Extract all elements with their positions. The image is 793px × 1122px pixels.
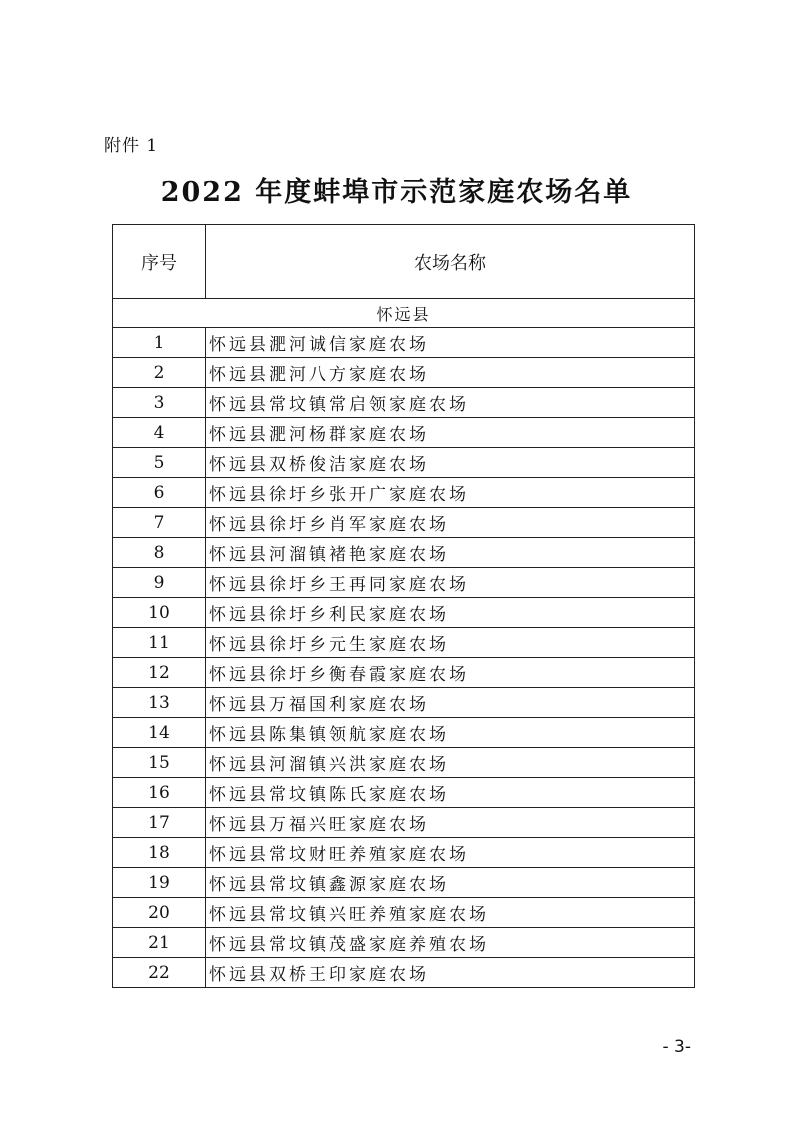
row-farm-name: 怀远县万福国利家庭农场: [206, 688, 695, 718]
table-row: [113, 718, 695, 748]
page-number: - 3-: [662, 1037, 691, 1057]
row-serial-number: 16: [113, 778, 206, 808]
row-farm-name: 怀远县常坟镇鑫源家庭农场: [206, 868, 695, 898]
row-serial-number: 2: [113, 358, 206, 388]
table-row: [113, 928, 695, 958]
row-farm-name: 怀远县常坟镇常启领家庭农场: [206, 388, 695, 418]
row-farm-name: 怀远县淝河八方家庭农场: [206, 358, 695, 388]
row-farm-name: 怀远县徐圩乡衡春霞家庭农场: [206, 658, 695, 688]
row-farm-name: 怀远县常坟财旺养殖家庭农场: [206, 838, 695, 868]
table-row: [113, 358, 695, 388]
table-row: [113, 868, 695, 898]
row-serial-number: 18: [113, 838, 206, 868]
row-farm-name: 怀远县淝河诚信家庭农场: [206, 328, 695, 358]
row-farm-name: 怀远县河溜镇兴洪家庭农场: [206, 748, 695, 778]
county-name: 怀远县: [113, 299, 695, 328]
row-serial-number: 10: [113, 598, 206, 628]
row-serial-number: 7: [113, 508, 206, 538]
table-row: [113, 658, 695, 688]
row-serial-number: 1: [113, 328, 206, 358]
row-serial-number: 22: [113, 958, 206, 988]
table-row: [113, 808, 695, 838]
row-serial-number: 14: [113, 718, 206, 748]
row-farm-name: 怀远县徐圩乡利民家庭农场: [206, 598, 695, 628]
row-serial-number: 6: [113, 478, 206, 508]
county-group-row: [113, 299, 695, 328]
table-row: [113, 838, 695, 868]
row-serial-number: 11: [113, 628, 206, 658]
table-row: [113, 748, 695, 778]
farm-list-table: [112, 224, 695, 988]
row-farm-name: 怀远县徐圩乡张开广家庭农场: [206, 478, 695, 508]
row-farm-name: 怀远县双桥俊洁家庭农场: [206, 448, 695, 478]
table-row: [113, 388, 695, 418]
row-farm-name: 怀远县双桥王印家庭农场: [206, 958, 695, 988]
row-serial-number: 19: [113, 868, 206, 898]
attachment-label: 附件 1: [104, 136, 159, 156]
table-row: [113, 778, 695, 808]
row-serial-number: 5: [113, 448, 206, 478]
row-farm-name: 怀远县徐圩乡元生家庭农场: [206, 628, 695, 658]
row-serial-number: 3: [113, 388, 206, 418]
table-row: [113, 418, 695, 448]
table-row: [113, 688, 695, 718]
table-row: [113, 628, 695, 658]
table-header-row: [113, 225, 695, 299]
row-farm-name: 怀远县常坟镇陈氏家庭农场: [206, 778, 695, 808]
table-row: [113, 478, 695, 508]
row-serial-number: 13: [113, 688, 206, 718]
row-farm-name: 怀远县常坟镇兴旺养殖家庭农场: [206, 898, 695, 928]
header-farm-name: 农场名称: [206, 225, 695, 299]
table-row: [113, 328, 695, 358]
row-serial-number: 20: [113, 898, 206, 928]
row-farm-name: 怀远县徐圩乡肖军家庭农场: [206, 508, 695, 538]
row-serial-number: 21: [113, 928, 206, 958]
table-row: [113, 448, 695, 478]
table-row: [113, 598, 695, 628]
row-farm-name: 怀远县常坟镇茂盛家庭养殖农场: [206, 928, 695, 958]
row-serial-number: 15: [113, 748, 206, 778]
table-row: [113, 508, 695, 538]
row-farm-name: 怀远县河溜镇褚艳家庭农场: [206, 538, 695, 568]
row-serial-number: 4: [113, 418, 206, 448]
table-row: [113, 958, 695, 988]
header-serial-number: 序号: [113, 225, 206, 299]
row-farm-name: 怀远县万福兴旺家庭农场: [206, 808, 695, 838]
row-serial-number: 8: [113, 538, 206, 568]
row-serial-number: 12: [113, 658, 206, 688]
table-row: [113, 898, 695, 928]
row-serial-number: 9: [113, 568, 206, 598]
table-row: [113, 538, 695, 568]
row-serial-number: 17: [113, 808, 206, 838]
table-row: [113, 568, 695, 598]
row-farm-name: 怀远县徐圩乡王再同家庭农场: [206, 568, 695, 598]
document-title: 2022 年度蚌埠市示范家庭农场名单: [160, 177, 633, 208]
row-farm-name: 怀远县淝河杨群家庭农场: [206, 418, 695, 448]
row-farm-name: 怀远县陈集镇领航家庭农场: [206, 718, 695, 748]
